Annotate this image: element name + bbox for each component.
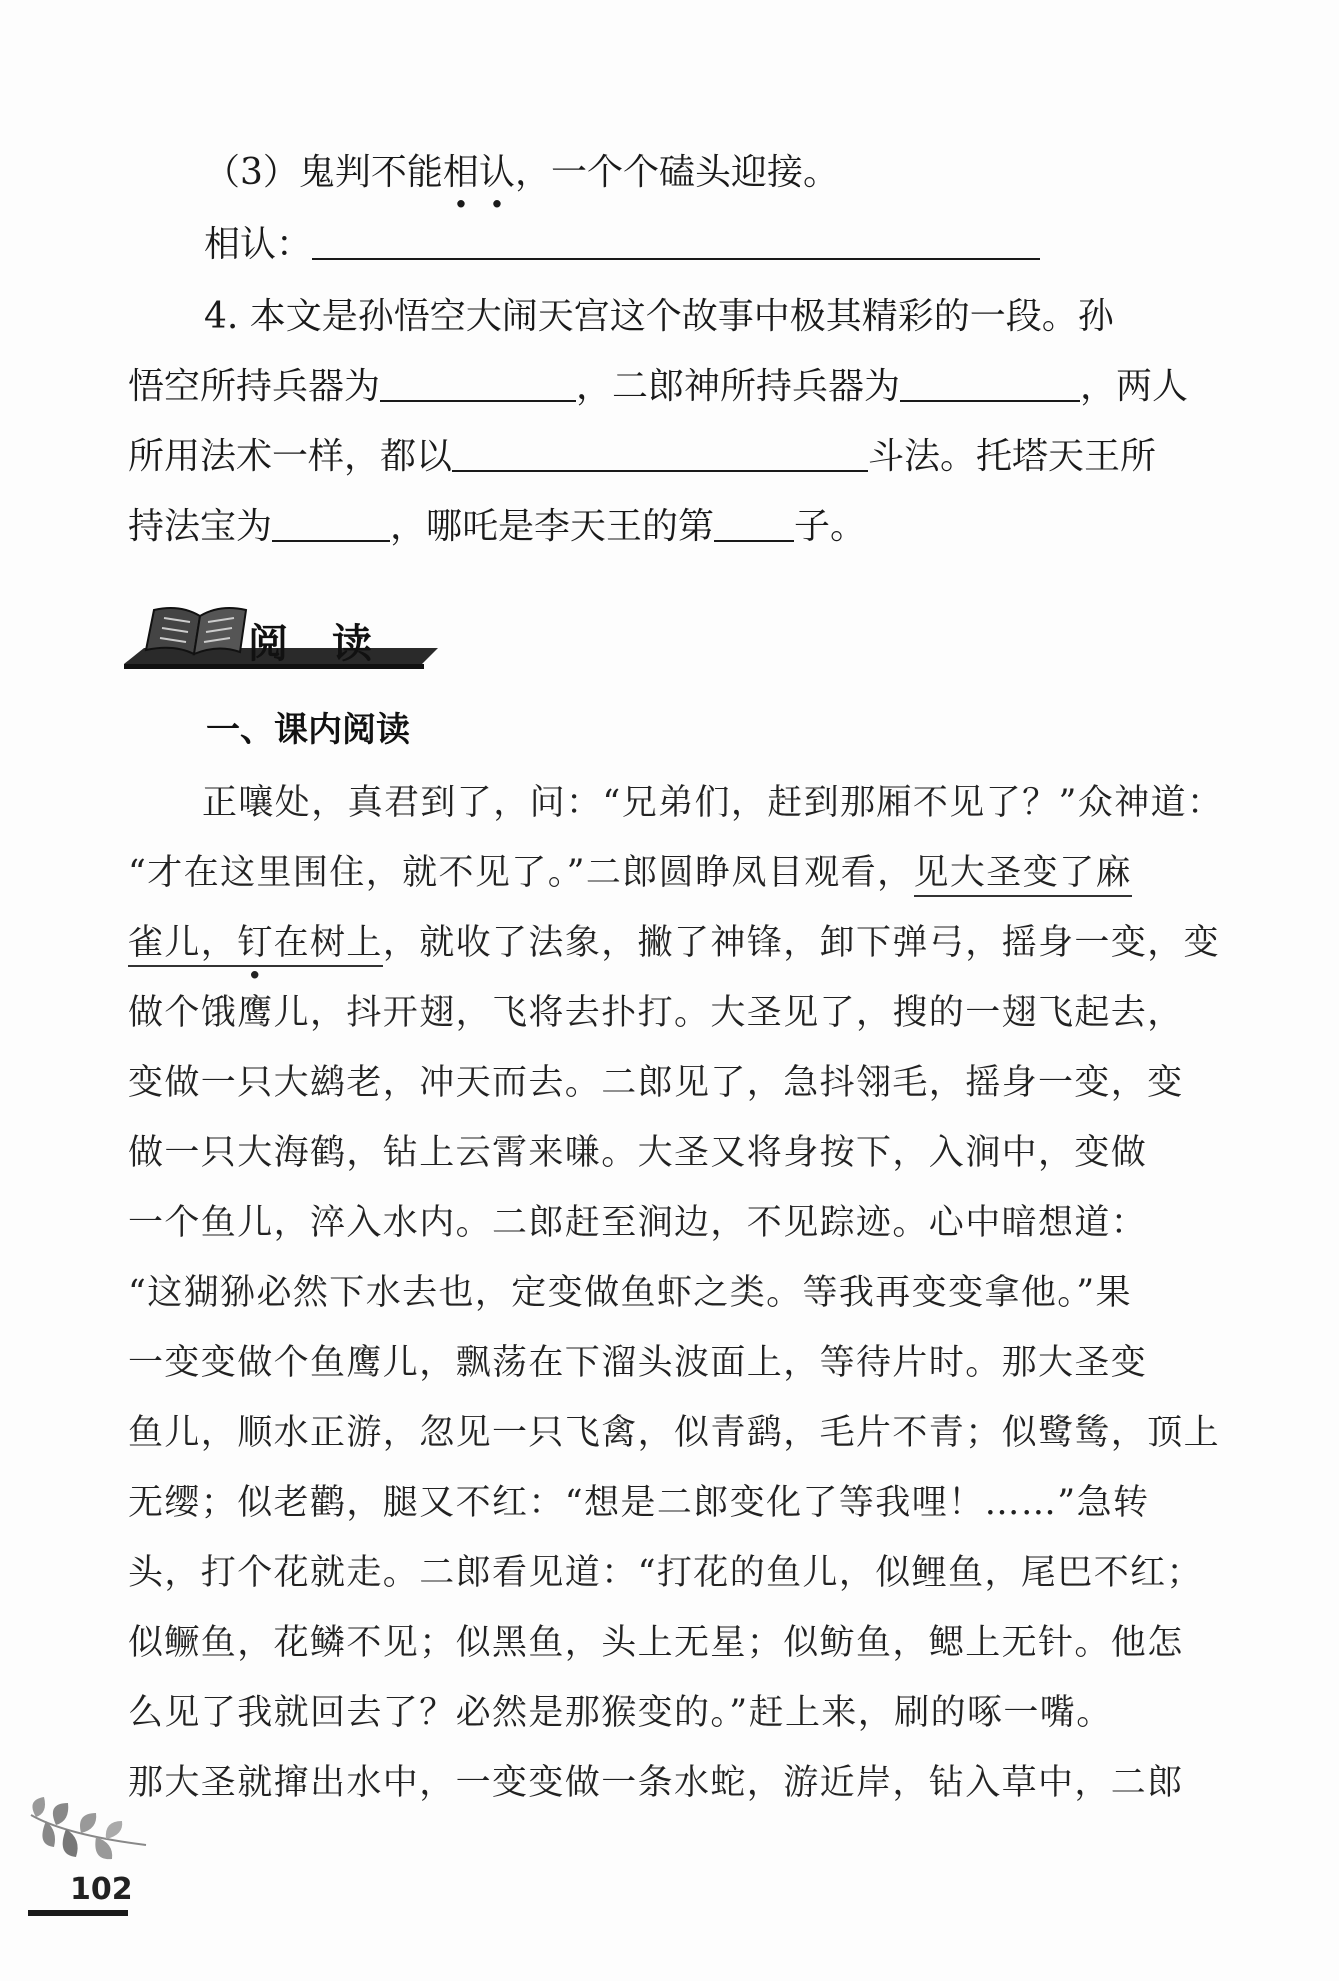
emphasis-char: 钉 — [237, 923, 274, 963]
question-4-line-2: 悟空所持兵器为 ，二郎神所持兵器为 ，两人 — [128, 366, 1189, 407]
question-3: （3）鬼判不能相认，一个个磕头迎接。 — [204, 152, 839, 193]
underlined-sentence: 雀儿，钉在树上 — [128, 923, 383, 967]
question-3-answer: 相认： — [128, 210, 1228, 280]
answer-blank[interactable] — [452, 434, 868, 472]
passage-line: 无缨；似老鹳，腿又不红：“想是二郎变化了等我哩！……”急转 — [128, 1483, 1150, 1523]
underlined-sentence: 见大圣变了麻 — [914, 853, 1132, 897]
passage-line: 头，打个花就走。二郎看见道：“打花的鱼儿，似鲤鱼，尾巴不红； — [128, 1553, 1203, 1593]
passage-line: 鱼儿，顺水正游，忽见一只飞禽，似青鹞，毛片不青；似鹭鸶，顶上 — [128, 1413, 1221, 1453]
page-number-bar — [28, 1910, 128, 1916]
question-4-line-3: 所用法术一样，都以 斗法。托塔天王所 — [128, 436, 1157, 477]
passage-line: 雀儿，钉在树上，就收了法象，撇了神锋，卸下弹弓，摇身一变，变 — [128, 908, 1230, 978]
passage-line: 似鳜鱼，花鳞不见；似黑鱼，头上无星；似鲂鱼，鳃上无针。他怎 — [128, 1623, 1184, 1663]
answer-blank[interactable] — [900, 364, 1080, 402]
passage-line: 么见了我就回去了？必然是那猴变的。”赶上来，刷的啄一嘴。 — [128, 1693, 1113, 1733]
reading-banner-title: 阅读 — [248, 621, 416, 667]
passage-line: 一个鱼儿，淬入水内。二郎赶至涧边，不见踪迹。心中暗想道： — [128, 1203, 1148, 1243]
passage-line: 一变变做个鱼鹰儿，飘荡在下溜头波面上，等待片时。那大圣变 — [128, 1343, 1148, 1383]
passage-line: 那大圣就撺出水中，一变变做一条水蛇，游近岸，钻入草中，二郎 — [128, 1763, 1184, 1803]
emphasis-char: 认 — [478, 152, 515, 193]
answer-blank[interactable] — [380, 364, 576, 402]
question-4-line-1: 4. 本文是孙悟空大闹天宫这个故事中极其精彩的一段。孙 — [204, 296, 1114, 337]
question-4-line-4: 持法宝为 ，哪吒是李天王的第 子。 — [128, 506, 867, 547]
passage-line: “这猢狲必然下水去也，定变做鱼虾之类。等我再变变拿他。”果 — [128, 1273, 1132, 1313]
passage-line: 做个饿鹰儿，抖开翅，飞将去扑打。大圣见了，搜的一翅飞起去， — [128, 993, 1184, 1033]
emphasis-char: 相 — [442, 152, 479, 193]
answer-blank[interactable] — [312, 222, 1040, 260]
passage-line: 正嚷处，真君到了，问：“兄弟们，赶到那厢不见了？”众神道： — [202, 783, 1224, 823]
answer-blank[interactable] — [272, 504, 390, 542]
answer-blank[interactable] — [714, 504, 794, 542]
section-heading: 一、课内阅读 — [206, 710, 410, 750]
page-number: 102 — [70, 1872, 133, 1907]
passage-line: 变做一只大鹚老，冲天而去。二郎见了，急抖翎毛，摇身一变，变 — [128, 1063, 1184, 1103]
passage-line: 做一只大海鹤，钻上云霄来嗛。大圣又将身按下，入涧中，变做 — [128, 1133, 1148, 1173]
passage-line: “才在这里围住，就不见了。”二郎圆睁凤目观看，见大圣变了麻 — [128, 838, 1230, 908]
